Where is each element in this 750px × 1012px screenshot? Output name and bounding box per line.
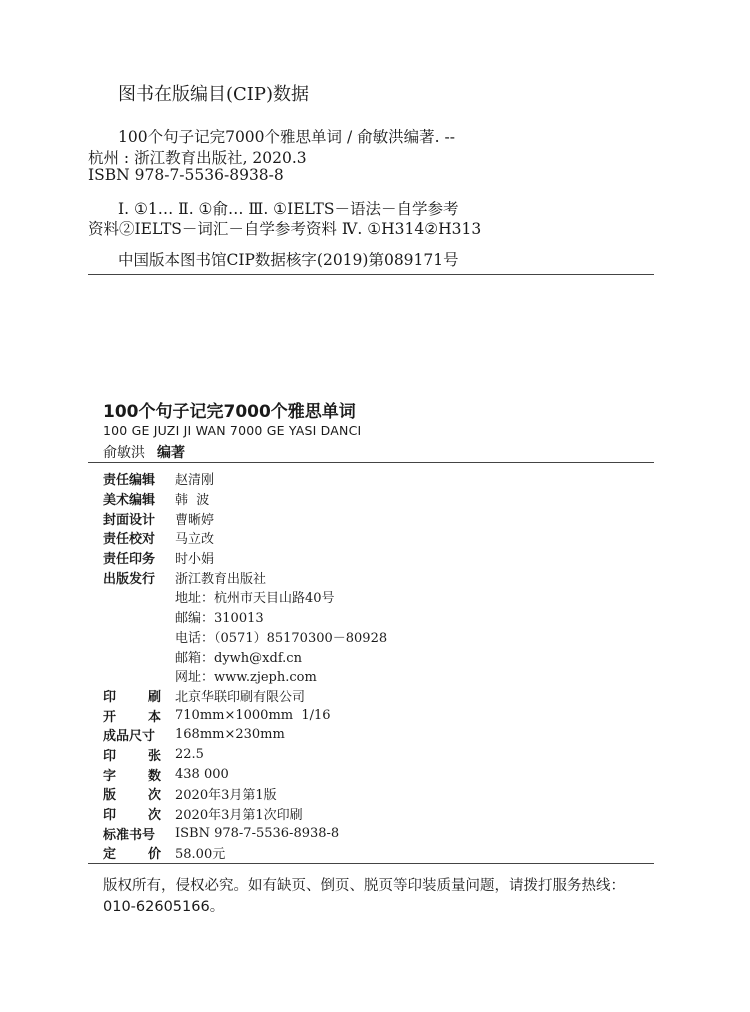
info-row-publisher — [103, 567, 663, 587]
publication-info — [103, 469, 663, 863]
art-editor-label: 美术编辑 — [103, 493, 156, 509]
service-hotline: 010-62605166。 — [103, 899, 225, 915]
info-row-art — [103, 489, 663, 509]
info-row-phone — [103, 627, 663, 647]
cip-divider — [88, 274, 654, 275]
info-row-price — [103, 843, 663, 863]
notice-divider — [88, 863, 654, 864]
author-name: 俞敏洪 — [103, 445, 145, 461]
info-row-edition — [103, 784, 663, 804]
info-row-printer — [103, 686, 663, 706]
publisher-label: 出版发行 — [103, 571, 156, 587]
size-label: 成品尺寸 — [103, 729, 156, 745]
info-row-postcode — [103, 607, 663, 627]
cip-isbn-line: ISBN 978-7-5536-8938-8 — [88, 166, 284, 184]
info-row-cover — [103, 508, 663, 528]
info-row-website — [103, 666, 663, 686]
cip-classification-line: Ⅰ. ①1… Ⅱ. ①俞… Ⅲ. ①IELTS－语法－自学参考 — [118, 200, 459, 218]
publisher-email: 邮箱：dywh@xdf.cn — [175, 650, 302, 666]
proofreader-label: 责任校对 — [103, 532, 156, 548]
words-value: 438 000 — [175, 766, 229, 782]
publisher-website: 网址：www.zjeph.com — [175, 670, 317, 686]
publisher-address: 地址：杭州市天目山路40号 — [175, 591, 335, 607]
words-label: 字 数 — [103, 768, 161, 784]
info-row-address — [103, 587, 663, 607]
book-pinyin-title: 100 GE JUZI JI WAN 7000 GE YASI DANCI — [103, 423, 362, 438]
info-row-proof — [103, 528, 663, 548]
printer-label: 印 刷 — [103, 689, 161, 705]
cip-classification-line-2: 资料②IELTS－词汇－自学参考资料 Ⅳ. ①H314②H313 — [88, 220, 482, 238]
info-row-isbn — [103, 823, 663, 843]
format-value: 710mm×1000mm 1/16 — [175, 707, 331, 723]
proofreader-value: 马立改 — [175, 532, 215, 548]
cip-title-line: 100个句子记完7000个雅思单词 / 俞敏洪编著. -- — [118, 128, 455, 146]
edition-value: 2020年3月第1版 — [175, 788, 277, 804]
info-row-sheets — [103, 745, 663, 765]
title-divider — [88, 462, 654, 463]
sheets-value: 22.5 — [175, 746, 204, 762]
publisher-value: 浙江教育出版社 — [175, 571, 267, 587]
format-label: 开 本 — [103, 709, 161, 725]
price-label: 定 价 — [103, 847, 161, 863]
info-row-print-manager — [103, 548, 663, 568]
print-manager-value: 时小娟 — [175, 552, 215, 568]
publisher-postcode: 邮编：310013 — [175, 611, 264, 627]
info-row-editor — [103, 469, 663, 489]
cip-heading: 图书在版编目(CIP)数据 — [118, 84, 310, 105]
print-manager-label: 责任印务 — [103, 552, 156, 568]
printer-value: 北京华联印刷有限公司 — [175, 689, 306, 705]
cip-record-number: 中国版本图书馆CIP数据核字(2019)第089171号 — [118, 251, 459, 269]
isbn-label: 标准书号 — [103, 827, 156, 843]
cover-design-value: 曹晰婷 — [175, 512, 215, 528]
edition-label: 版 次 — [103, 788, 161, 804]
author-role: 编著 — [157, 445, 185, 461]
info-row-format — [103, 705, 663, 725]
art-editor-value: 韩 波 — [175, 493, 210, 509]
publisher-phone: 电话：（0571）85170300－80928 — [175, 630, 388, 646]
sheets-label: 印 张 — [103, 748, 161, 764]
size-value: 168mm×230mm — [175, 727, 285, 743]
info-row-words — [103, 764, 663, 784]
editor-value: 赵清刚 — [175, 473, 215, 489]
isbn-value: ISBN 978-7-5536-8938-8 — [175, 825, 340, 841]
editor-label: 责任编辑 — [103, 473, 156, 489]
info-row-size — [103, 725, 663, 745]
copyright-notice: 版权所有，侵权必究。如有缺页、倒页、脱页等印装质量问题，请拨打服务热线： — [103, 878, 625, 894]
impression-value: 2020年3月第1次印刷 — [175, 808, 303, 824]
info-row-email — [103, 646, 663, 666]
cover-design-label: 封面设计 — [103, 512, 156, 528]
price-value: 58.00元 — [175, 847, 226, 863]
info-row-impression — [103, 804, 663, 824]
cip-publisher-line: 杭州 : 浙江教育出版社, 2020.3 — [88, 149, 307, 167]
impression-label: 印 次 — [103, 808, 161, 824]
book-author — [103, 442, 185, 462]
book-title: 100个句子记完7000个雅思单词 — [103, 402, 356, 422]
